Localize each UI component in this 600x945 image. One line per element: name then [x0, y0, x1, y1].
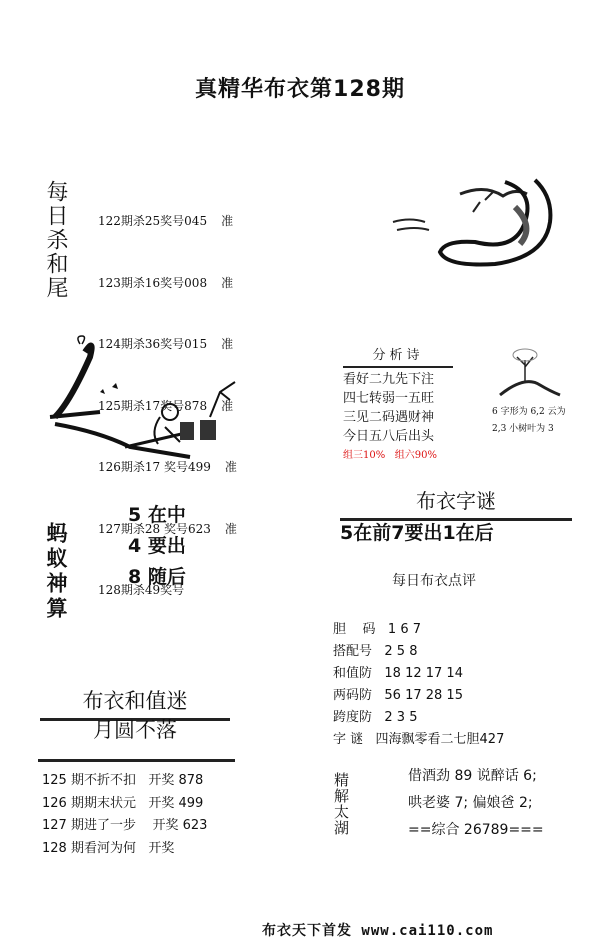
riddle-text: 5在前7要出1在后 [340, 522, 494, 544]
sum-riddle-title: 布衣和值迷 [40, 685, 230, 721]
review-row: 两码防 56 17 28 15 [333, 688, 463, 703]
daily-kill-label: 每日杀和尾 [43, 180, 68, 300]
divider [38, 759, 235, 762]
digit-shape-hint: 6 字形为 6,2 云为 2,3 小树叶为 3 [492, 407, 566, 434]
list-item: 123期杀16奖号008 准 [98, 275, 234, 290]
jing-line: 哄老婆 7; 偏娘爸 2; [408, 795, 533, 811]
ant-line: 8 随后 [128, 566, 186, 588]
poem-line: 看好二九先下注 [343, 372, 435, 387]
ant-calc-lines [128, 500, 186, 593]
list-item: 126 期期末状元 开奖 499 [42, 795, 204, 811]
list-item: 125 期不折不扣 开奖 878 [42, 773, 204, 788]
list-item: 126期杀17 奖号499 准 [98, 460, 237, 474]
review-row: 字 谜 四海飘零看二七胆427 [333, 732, 505, 747]
jing-line: ==综合 26789=== [408, 822, 544, 838]
jing-label: 精解太湖 [332, 772, 350, 836]
review-row: 跨度防 2 3 5 [333, 710, 418, 725]
review-row: 胆 码 1 6 7 [333, 622, 422, 637]
review-title: 每日布衣点评 [392, 573, 476, 589]
ant-line: 4 要出 [128, 535, 186, 557]
list-item: 125期杀17奖号878 准 [98, 398, 234, 413]
ant-stumps-illustration [40, 332, 240, 472]
ant-line: 5 在中 [128, 504, 186, 526]
list-item: 124期杀36奖号015 准 [98, 337, 234, 351]
jing-lines [408, 763, 544, 844]
clouds-river-illustration [385, 172, 575, 282]
review-row: 和值防 18 12 17 14 [333, 666, 463, 681]
jing-line: 借酒劲 89 说醉话 6; [408, 768, 537, 784]
sum-riddle-text: 月圆不落 [93, 718, 177, 742]
review-row: 搭配号 2 5 8 [333, 644, 418, 659]
poem-line: 四七转弱一五旺 [343, 391, 435, 406]
ant-calc-label: 蚂蚁神算 [44, 522, 69, 622]
list-item: 128 期看河为何 开奖 [42, 840, 175, 856]
riddle-title: 布衣字谜 [340, 485, 572, 521]
list-item: 128期杀49奖号 [98, 583, 185, 597]
poem-line: 三见二码遇财神 [343, 410, 435, 425]
tree-sketch-illustration [495, 345, 565, 400]
analysis-poem [343, 346, 453, 465]
poem-line: 今日五八后出头 [343, 429, 435, 444]
list-item: 127期杀28 奖号623 准 [98, 521, 237, 536]
history-list [42, 770, 207, 860]
page-title: 真精华布衣第128期 [195, 77, 405, 102]
list-item: 127 期进了一步 开奖 623 [42, 818, 208, 833]
footer-site: 布衣天下首发 www.cai110.com [262, 923, 494, 939]
review-list [333, 619, 504, 751]
list-item: 122期杀25奖号045 准 [98, 214, 234, 228]
poem-title: 分析诗 [343, 346, 453, 368]
poem-red-note: 组三10% 组六90% [343, 450, 437, 461]
